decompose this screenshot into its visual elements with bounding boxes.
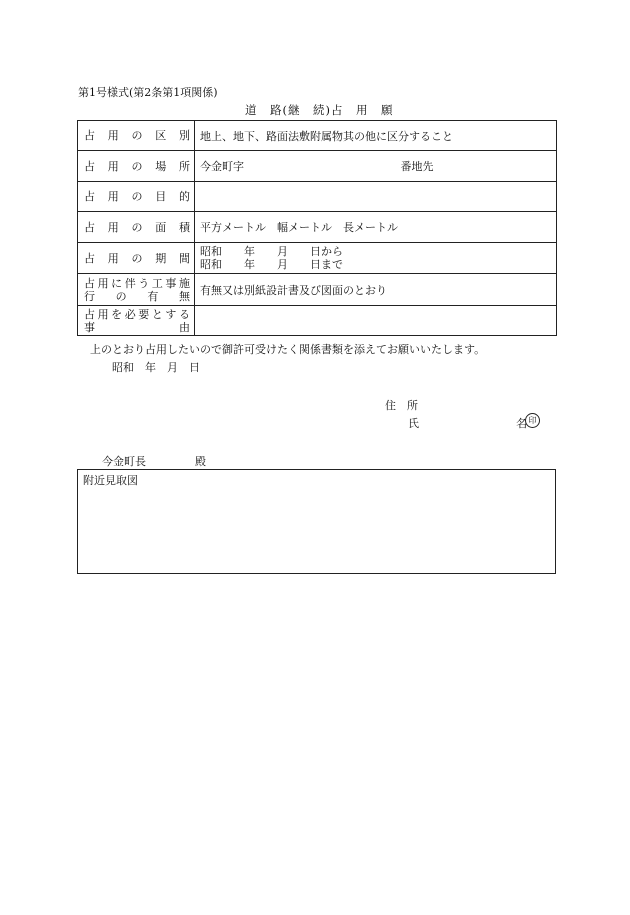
label-text: 占用の面積 <box>84 220 190 234</box>
application-date: 昭和 年 月 日 <box>112 361 200 374</box>
request-statement: 上のとおり占用したいので御許可受けたく関係書類を添えてお願いいたします。 <box>90 343 486 356</box>
location-prefix: 今金町字 <box>200 160 244 173</box>
label-text: 占用の場所 <box>84 159 190 173</box>
label-text: 占用の期間 <box>84 251 190 265</box>
row-label <box>78 306 195 336</box>
form-number-label: 第1号様式(第2条第1項関係) <box>78 86 218 99</box>
seal-icon: 印 <box>525 413 540 428</box>
table-row <box>78 243 557 274</box>
row-label <box>78 243 195 274</box>
label-text-line2: 行の有無 <box>84 289 190 303</box>
recipient: 今金町長 <box>102 455 146 468</box>
label-text-line2: 事由 <box>84 320 190 334</box>
row-value <box>195 151 557 182</box>
table-row <box>78 182 557 212</box>
label-text: 占用の目的 <box>84 190 190 203</box>
name-label: 氏 <box>408 417 419 430</box>
row-value <box>195 306 557 336</box>
row-value: 有無又は別紙設計書及び図面のとおり <box>195 274 557 306</box>
name-label-suffix: 名 <box>516 417 527 430</box>
address-label: 住 所 <box>385 399 418 412</box>
location-suffix: 番地先 <box>400 160 434 173</box>
label-text: 占用の区別 <box>84 129 190 142</box>
row-label <box>78 212 195 243</box>
honorific: 殿 <box>195 455 206 468</box>
table-row <box>78 121 557 151</box>
row-value <box>195 182 557 212</box>
table-row <box>78 274 557 306</box>
label-text-line1: 占用を必要とする <box>84 307 190 321</box>
period-end: 昭和 年 月 日まで <box>200 258 343 271</box>
application-table <box>77 120 557 336</box>
vicinity-map-label: 附近見取図 <box>83 474 138 487</box>
row-value <box>195 243 557 274</box>
row-label <box>78 182 195 212</box>
row-label <box>78 121 195 151</box>
label-text-line1: 占用に伴う工事施 <box>84 276 190 290</box>
row-label <box>78 274 195 306</box>
row-value: 地上、地下、路面法敷附属物其の他に区分すること <box>195 121 557 151</box>
row-label <box>78 151 195 182</box>
table-row <box>78 151 557 182</box>
period-start: 昭和 年 月 日から <box>200 245 343 258</box>
document-title: 道 路(継 続)占 用 願 <box>245 103 394 117</box>
vicinity-map-box <box>77 469 556 574</box>
table-row <box>78 306 557 336</box>
row-value: 平方メートル 幅メートル 長メートル <box>195 212 557 243</box>
table-row <box>78 212 557 243</box>
